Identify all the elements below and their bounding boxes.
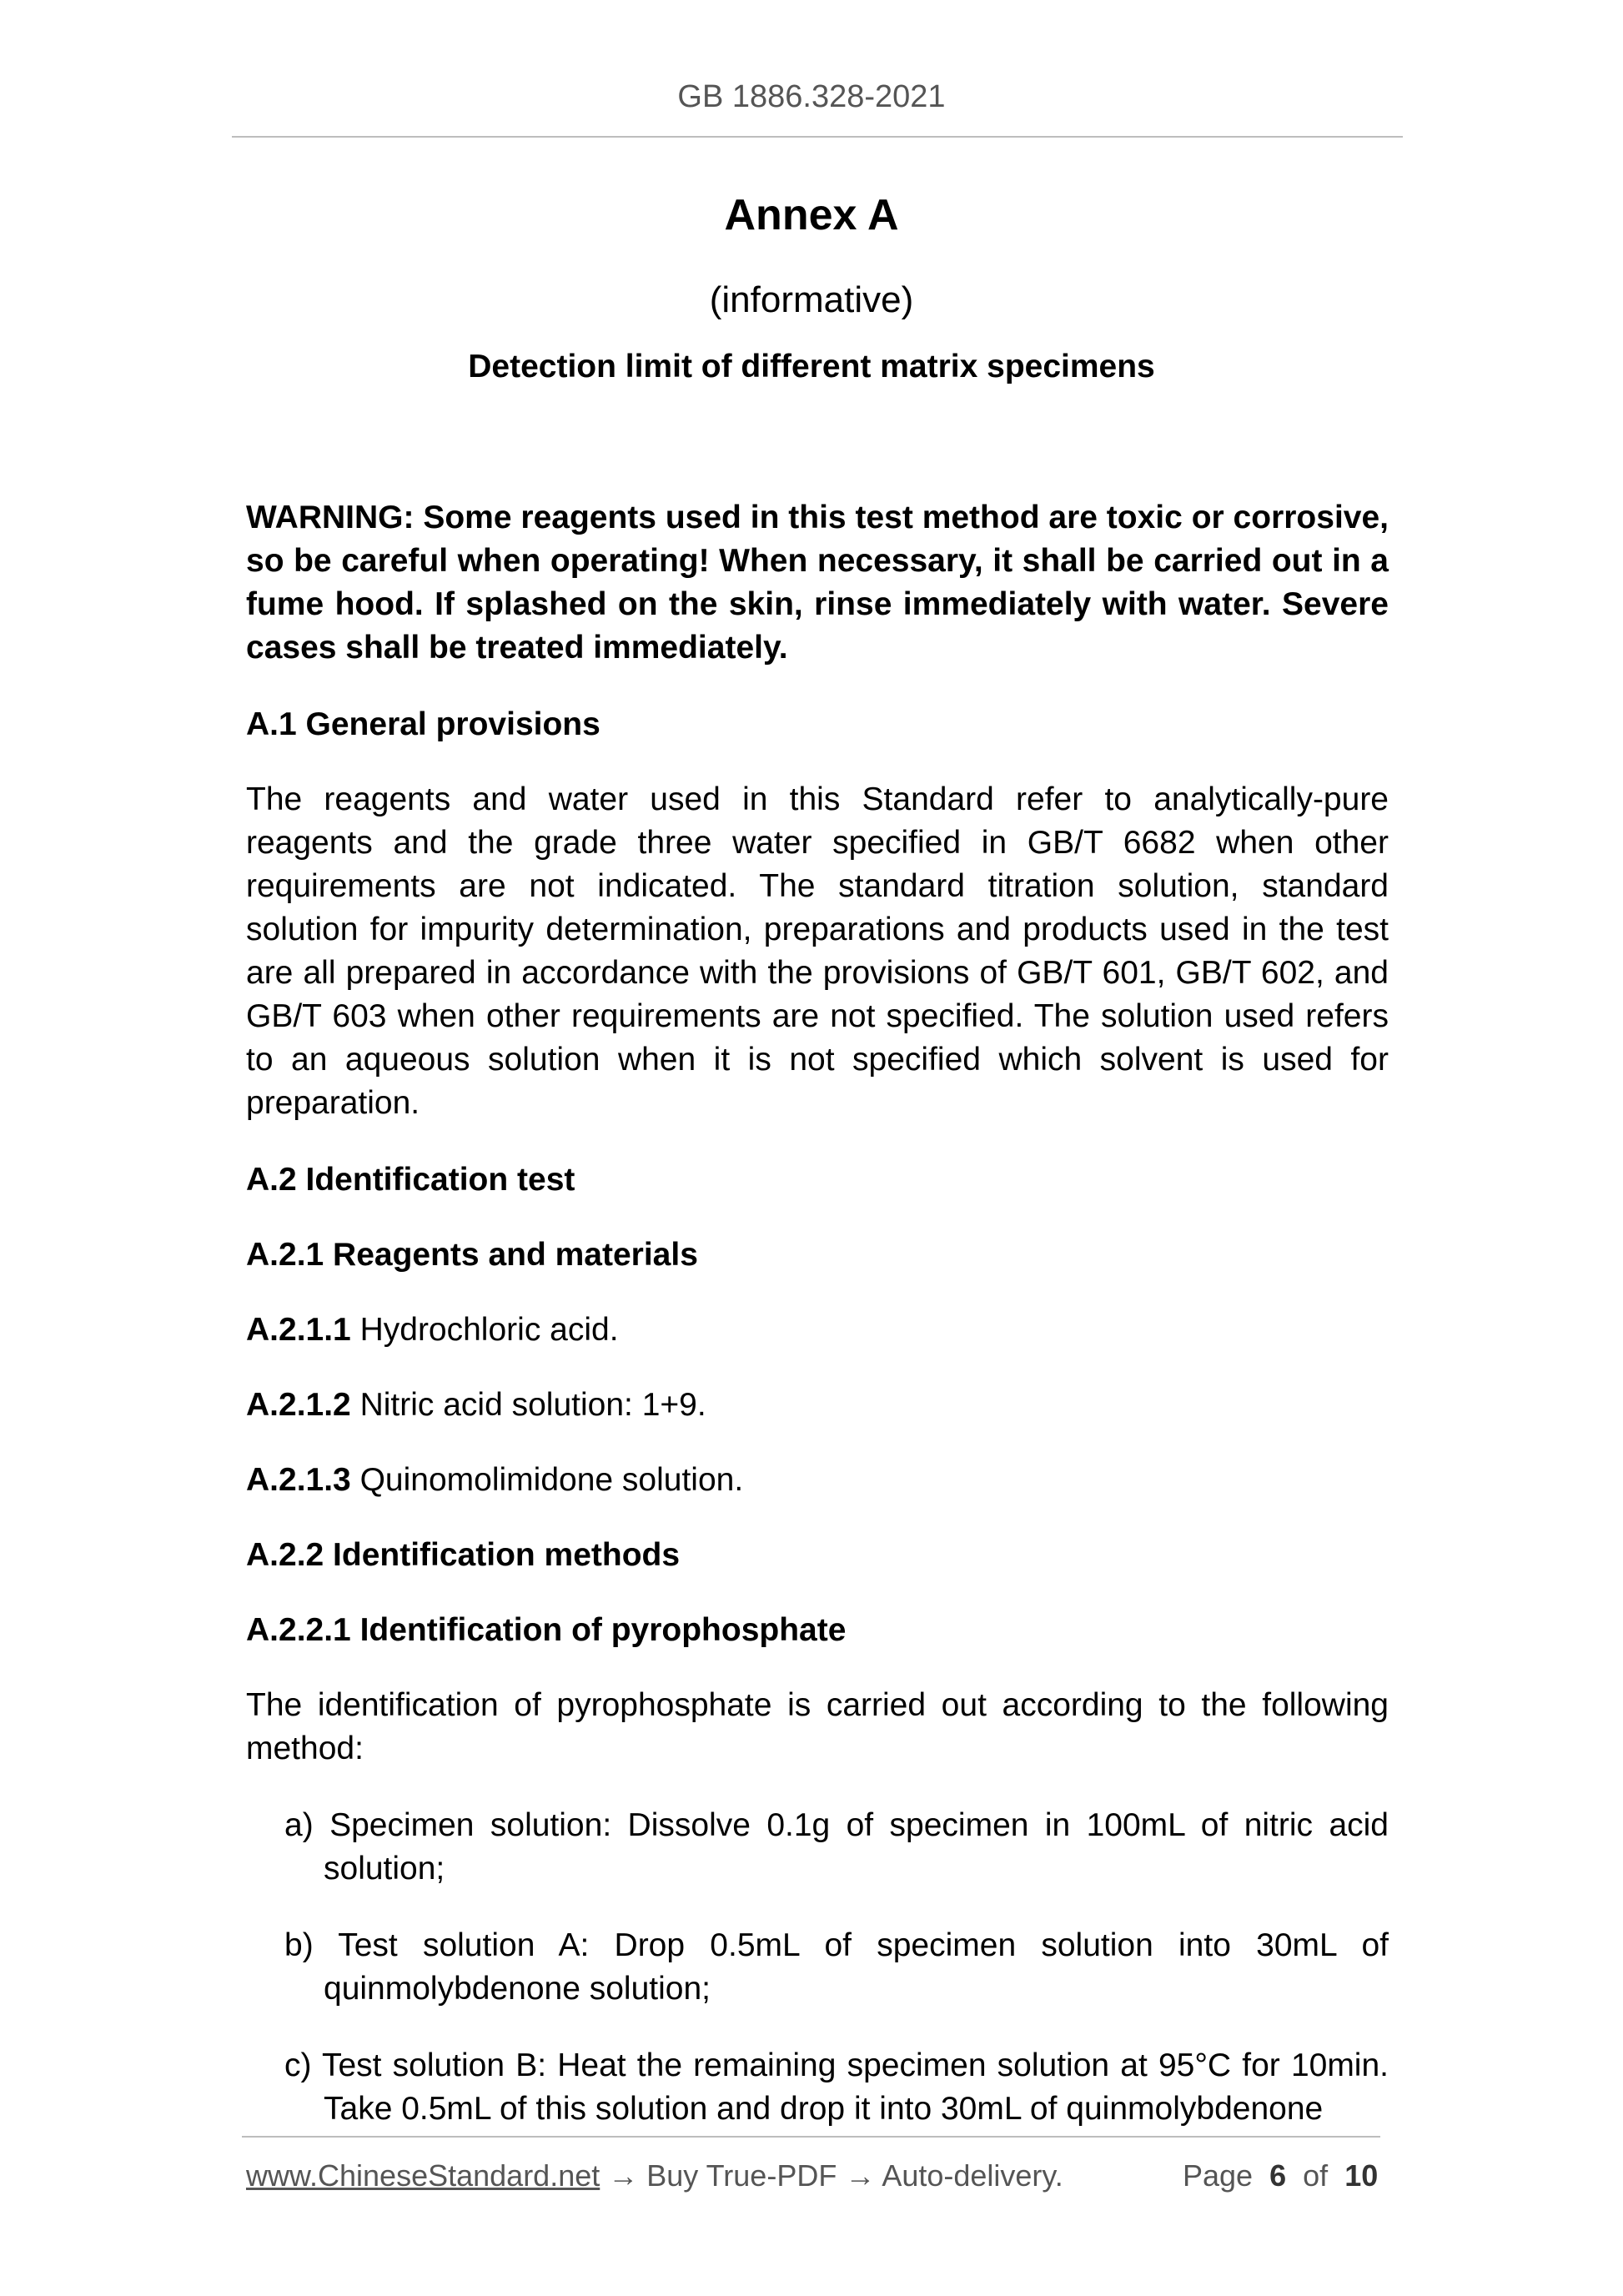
section-heading-a221: A.2.2.1 Identification of pyrophosphate <box>246 1612 847 1648</box>
document-body <box>246 496 1389 2164</box>
page-of: of <box>1303 2158 1329 2193</box>
reagent-text: Nitric acid solution: 1+9. <box>350 1387 706 1423</box>
reagent-item <box>246 1459 1389 1502</box>
pyrophosphate-intro: The identification of pyrophosphate is carried out according to the following method: <box>246 1687 1389 1766</box>
reagent-number: A.2.1.2 <box>246 1387 351 1423</box>
procedure-step: c) Test solution B: Heat the remaining specimen solution at 95°C for 10min. Take 0.5mL of this solution and drop it into 30mL of quinmolybdenone <box>284 2047 1389 2127</box>
section-heading-a1: A.1 General provisions <box>246 706 600 742</box>
page-label: Page <box>1183 2158 1254 2193</box>
general-provisions-paragraph: The reagents and water used in this Standard refer to analytically-pure reagents and the grade three water specified in GB/T 6682 when other requirements are not indicated. The standard titration solution, standard solution for impurity determination, preparations and products used in the test are all prepared in accordance with the provisions of GB/T 601, GB/T 602, and GB/T 603 when other requirements are not specified. The solution used refers to an aqueous solution when it is not specified which solvent is used for preparation. <box>246 781 1389 1121</box>
annex-status: (informative) <box>709 279 914 320</box>
reagent-number: A.2.1.1 <box>246 1312 351 1348</box>
procedure-step: b) Test solution A: Drop 0.5mL of specimen solution into 30mL of quinmolybdenone solution; <box>284 1927 1389 2007</box>
footer-tagline: → Buy True-PDF → Auto-delivery. <box>600 2158 1063 2193</box>
procedure-step: a) Specimen solution: Dissolve 0.1g of specimen in 100mL of nitric acid solution; <box>284 1807 1389 1887</box>
header-divider <box>232 136 1403 138</box>
section-heading-a22: A.2.2 Identification methods <box>246 1537 681 1573</box>
page-total: 10 <box>1344 2158 1379 2193</box>
page-number <box>1183 2158 1378 2193</box>
warning-paragraph: WARNING: Some reagents used in this test method are toxic or corrosive, so be careful when operating! When necessary, it shall be carried out in a fume hood. If splashed on the skin, rinse immediately with water. Severe cases shall be treated immediately. <box>246 500 1389 666</box>
footer-divider <box>242 2136 1380 2138</box>
reagent-number: A.2.1.3 <box>246 1462 351 1498</box>
section-heading-a2: A.2 Identification test <box>246 1162 575 1198</box>
footer-promo <box>246 2158 1063 2193</box>
page-current: 6 <box>1269 2158 1287 2193</box>
reagent-item <box>246 1309 1389 1352</box>
running-header: GB 1886.328-2021 <box>677 79 946 114</box>
annex-title: Annex A <box>724 191 899 239</box>
annex-subtitle: Detection limit of different matrix specimens <box>468 349 1155 384</box>
reagent-text: Hydrochloric acid. <box>350 1312 619 1348</box>
website-link[interactable]: www.ChineseStandard.net <box>246 2158 600 2193</box>
reagent-item <box>246 1384 1389 1427</box>
section-heading-a21: A.2.1 Reagents and materials <box>246 1237 698 1273</box>
reagent-text: Quinomolimidone solution. <box>350 1462 744 1498</box>
